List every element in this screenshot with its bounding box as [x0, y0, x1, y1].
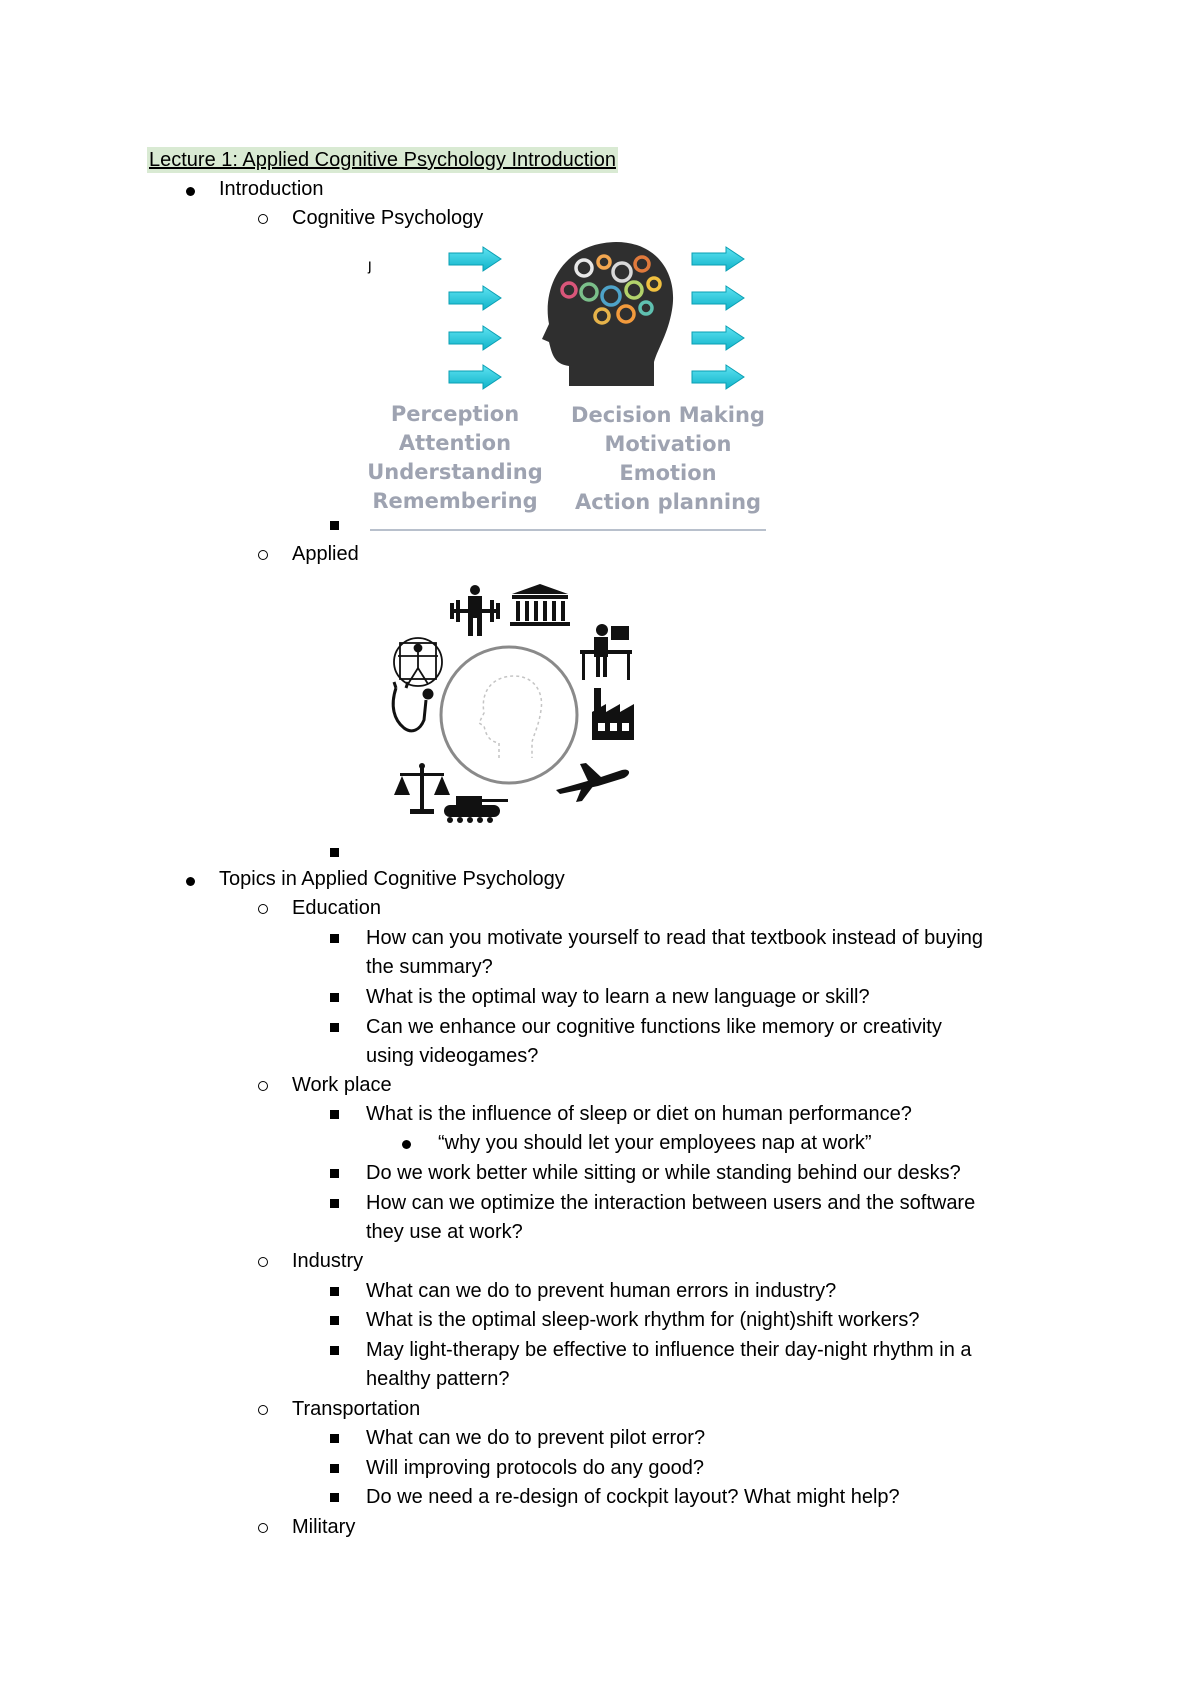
list-item: Will improving protocols do any good?	[366, 1457, 704, 1479]
bullet-disc	[402, 1140, 411, 1149]
figure-label: Emotion	[619, 461, 717, 485]
cognitive-figure	[364, 238, 774, 536]
list-item: Do we need a re-design of cockpit layout? What might help?	[366, 1486, 900, 1508]
factory-icon	[592, 688, 634, 740]
scales-icon	[394, 763, 450, 814]
bullet-square	[330, 1316, 339, 1325]
list-item: May light-therapy be effective to influence their day-night rhythm in a	[366, 1339, 972, 1361]
subsection-applied: Applied	[292, 543, 359, 565]
bullet-square	[330, 993, 339, 1002]
subsection-industry: Industry	[292, 1250, 364, 1272]
airplane-icon	[556, 763, 629, 802]
tank-icon	[444, 796, 508, 823]
bullet-circle	[258, 1257, 268, 1267]
input-arrows	[449, 247, 501, 389]
bullet-circle	[258, 904, 268, 914]
list-item: What is the influence of sleep or diet on human performance?	[366, 1103, 912, 1125]
head-with-gears-icon	[542, 242, 673, 386]
bullet-square	[330, 1287, 339, 1296]
arrow-icon	[692, 247, 744, 271]
bullet-circle	[258, 550, 268, 560]
desk-worker-icon	[580, 624, 632, 680]
bullet-circle	[258, 1523, 268, 1533]
list-item: What can we do to prevent pilot error?	[366, 1427, 706, 1449]
figure-label: Perception	[390, 402, 520, 426]
bullet-disc	[186, 877, 195, 886]
list-item: How can we optimize the interaction between users and the software	[366, 1192, 976, 1214]
subsection-education: Education	[292, 897, 381, 919]
figure-label: Motivation	[604, 432, 732, 456]
figure-label: Attention	[398, 431, 512, 455]
figure-label: Decision Making	[571, 403, 765, 427]
bullet-square	[330, 1199, 339, 1208]
bullet-square	[330, 1110, 339, 1119]
section-topics: Topics in Applied Cognitive Psychology	[219, 868, 565, 890]
bullet-disc	[186, 187, 195, 196]
figure-label: Understanding	[367, 460, 543, 484]
stethoscope-icon	[393, 682, 432, 731]
arrow-icon	[449, 326, 501, 350]
bullet-square	[330, 1493, 339, 1502]
bullet-square	[330, 1434, 339, 1443]
list-item: What is the optimal way to learn a new language or skill?	[366, 986, 870, 1008]
input-labels	[367, 402, 543, 513]
list-item-continuation: healthy pattern?	[366, 1368, 510, 1390]
bullet-square	[330, 848, 339, 857]
subsection-transportation: Transportation	[292, 1398, 421, 1420]
subsection-military: Military	[292, 1516, 356, 1538]
list-item-continuation: the summary?	[366, 956, 493, 978]
bullet-circle	[258, 214, 268, 224]
arrow-icon	[692, 365, 744, 389]
bullet-square	[330, 934, 339, 943]
stray-character: ȷ	[368, 257, 372, 274]
arrow-icon	[692, 326, 744, 350]
bullet-square	[330, 1464, 339, 1473]
list-subitem: “why you should let your employees nap at work”	[438, 1132, 872, 1154]
weightlifter-icon	[450, 585, 500, 636]
bullet-square	[330, 1169, 339, 1178]
vitruvian-man-icon	[394, 638, 442, 686]
output-labels	[571, 403, 765, 514]
bullet-circle	[258, 1405, 268, 1415]
section-introduction: Introduction	[219, 178, 324, 200]
institution-icon	[510, 584, 570, 626]
list-item: Can we enhance our cognitive functions like memory or creativity	[366, 1016, 942, 1038]
arrow-icon	[449, 247, 501, 271]
output-arrows	[692, 247, 744, 389]
list-item-continuation: they use at work?	[366, 1221, 523, 1243]
bullet-square	[330, 521, 339, 530]
subsection-work-place: Work place	[292, 1074, 392, 1096]
list-item: How can you motivate yourself to read that textbook instead of buying	[366, 927, 984, 949]
list-item: What is the optimal sleep-work rhythm for (night)shift workers?	[366, 1309, 920, 1331]
list-item: What can we do to prevent human errors in industry?	[366, 1280, 837, 1302]
page-title: Lecture 1: Applied Cognitive Psychology Introduction	[149, 149, 616, 171]
bullet-circle	[258, 1081, 268, 1091]
bullet-square	[330, 1346, 339, 1355]
list-item: Do we work better while sitting or while standing behind our desks?	[366, 1162, 961, 1184]
arrow-icon	[449, 286, 501, 310]
applied-domains-figure	[384, 580, 654, 842]
list-item-continuation: using videogames?	[366, 1045, 539, 1067]
head-icon	[479, 676, 542, 758]
bullet-square	[330, 1023, 339, 1032]
subsection-cognitive-psychology: Cognitive Psychology	[292, 207, 484, 229]
center-circle	[441, 647, 577, 783]
arrow-icon	[692, 286, 744, 310]
figure-label: Remembering	[372, 489, 538, 513]
arrow-icon	[449, 365, 501, 389]
figure-label: Action planning	[574, 490, 762, 514]
